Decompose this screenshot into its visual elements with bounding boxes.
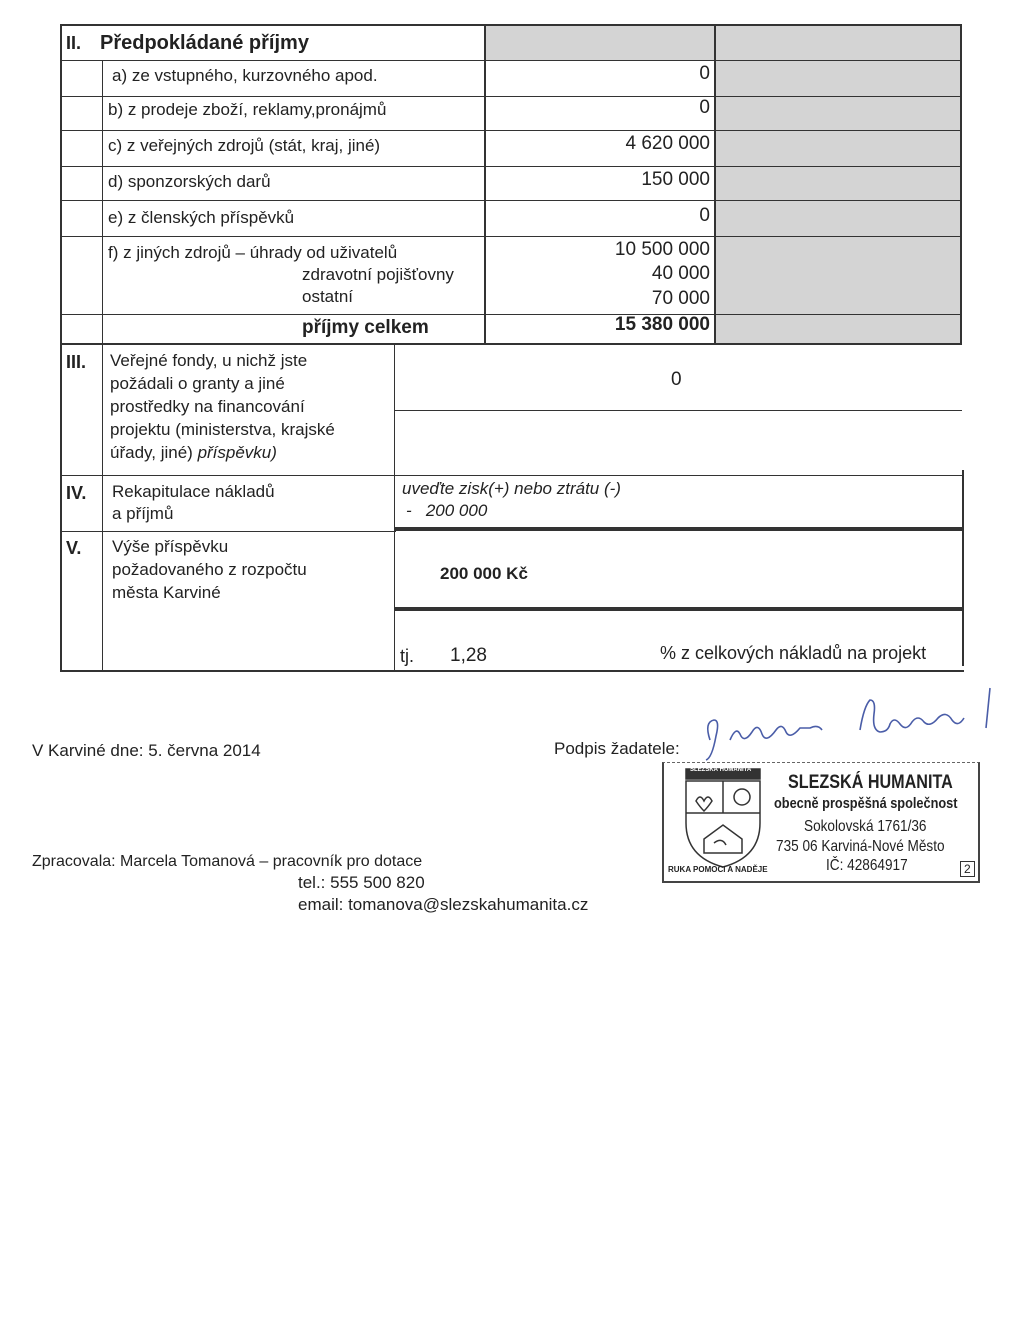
handwritten-signature — [690, 680, 1010, 770]
income-row-f-value3: 70 000 — [651, 288, 710, 309]
income-row-a-label: a) ze vstupného, kurzovného apod. — [112, 66, 378, 85]
income-row-b-value: 0 — [699, 97, 710, 118]
income-total-value: 15 380 000 — [614, 314, 710, 335]
section-3-line-5-italic: příspěvku) — [197, 443, 277, 462]
section-3-line-2: požádali o granty a jiné — [110, 374, 285, 393]
stamp-box: 2 — [960, 861, 975, 877]
shaded-column — [716, 26, 960, 344]
section-4-line-1: Rekapitulace nákladů — [112, 482, 275, 501]
section-5-numeral: V. — [66, 538, 82, 558]
section-3-value: 0 — [671, 369, 682, 390]
income-row-c-value: 4 620 000 — [625, 133, 710, 154]
income-row-a-value: 0 — [699, 63, 710, 84]
income-total-label: příjmy celkem — [302, 317, 429, 338]
stamp-ic: IČ: 42864917 — [826, 857, 908, 874]
section-4-value: - 200 000 — [406, 501, 488, 520]
tel: tel.: 555 500 820 — [298, 873, 425, 892]
section-4-numeral: IV. — [66, 483, 87, 503]
section-5-tj-suffix: % z celkových nákladů na projekt — [660, 643, 927, 663]
organization-stamp — [662, 762, 980, 883]
income-row-d-label: d) sponzorských darů — [108, 172, 271, 191]
section-4-note: uveďte zisk(+) nebo ztrátu (-) — [402, 479, 621, 498]
section-3-line-5-text: úřady, jiné) — [110, 443, 198, 462]
email: email: tomanova@slezskahumanita.cz — [298, 895, 589, 914]
income-row-e-label: e) z členských příspěvků — [108, 208, 295, 227]
income-row-b-label: b) z prodeje zboží, reklamy,pronájmů — [108, 100, 387, 119]
income-row-d-value: 150 000 — [641, 169, 710, 190]
section-3-line-4: projektu (ministerstva, krajské — [110, 420, 335, 439]
place-date: V Karviné dne: 5. června 2014 — [32, 741, 261, 760]
prepared-by: Zpracovala: Marcela Tomanová – pracovník pro dotace — [32, 853, 423, 870]
section-3-line-1: Veřejné fondy, u nichž jste — [110, 351, 308, 370]
section-2-numeral: II. — [66, 33, 82, 53]
signature-label: Podpis žadatele: — [554, 739, 680, 758]
stamp-city: 735 06 Karviná-Nové Město — [776, 838, 945, 855]
income-row-e-value: 0 — [699, 205, 710, 226]
section-4-line-2: a příjmů — [112, 504, 174, 523]
income-row-f-sub1: zdravotní pojišťovny — [302, 265, 454, 284]
income-row-f-value1: 10 500 000 — [614, 239, 710, 260]
stamp-motto: RUKA POMOCI A NADĚJE — [668, 865, 768, 874]
income-row-f-label: f) z jiných zdrojů – úhrady od uživatelů — [108, 243, 398, 262]
income-row-c-label: c) z veřejných zdrojů (stát, kraj, jiné) — [108, 136, 381, 155]
section-5-line-2: požadovaného z rozpočtu — [112, 560, 307, 579]
shaded-header-cell — [486, 26, 714, 60]
stamp-logo-text: SLEZSKÁ HUMANITA — [690, 767, 752, 773]
section-2-title: Předpokládané příjmy — [100, 32, 309, 54]
section-5-line-1: Výše příspěvku — [112, 537, 229, 556]
stamp-street: Sokolovská 1761/36 — [804, 818, 927, 835]
section-3-line-5 — [110, 442, 277, 463]
section-3-line-3: prostředky na financování — [110, 397, 305, 416]
stamp-type: obecně prospěšná společnost — [774, 795, 958, 812]
organization-logo — [682, 767, 764, 871]
section-5-line-3: města Karviné — [112, 583, 221, 602]
section-5-tj-label: tj. — [400, 646, 415, 666]
income-row-f-value2: 40 000 — [651, 263, 710, 284]
section-5-value: 200 000 Kč — [440, 564, 528, 583]
section-3-numeral: III. — [66, 352, 87, 372]
stamp-name: SLEZSKÁ HUMANITA — [788, 772, 953, 793]
income-row-f-sub2: ostatní — [302, 287, 354, 306]
section-5-tj-value: 1,28 — [450, 645, 487, 666]
